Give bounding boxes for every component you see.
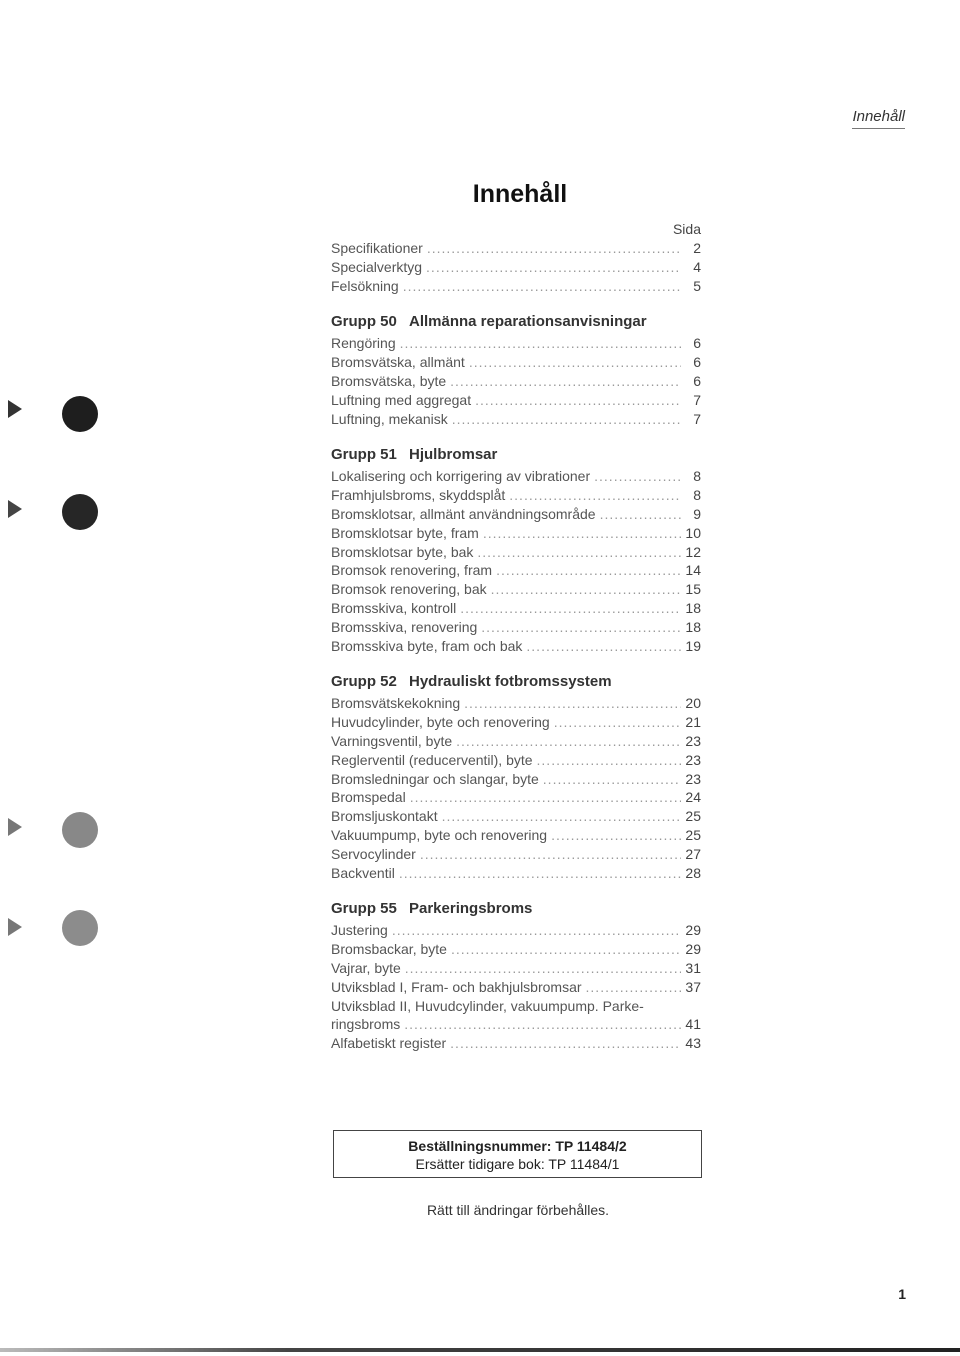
leader-dots [452, 410, 681, 429]
punch-hole-icon [62, 396, 98, 432]
toc-entry [331, 637, 701, 656]
leader-dots [600, 505, 681, 524]
group-number: Grupp 55 [331, 900, 397, 918]
toc-entry-title: Bromsljuskontakt [331, 808, 438, 825]
punch-arrow-icon [8, 818, 22, 836]
toc-entry-title: Vakuumpump, byte och renovering [331, 826, 548, 843]
toc-entry-title: Specialverktyg [331, 258, 423, 275]
leader-dots [526, 637, 681, 656]
toc-entry-page: 6 [693, 372, 701, 389]
leader-dots [450, 1034, 681, 1053]
leader-dots [477, 543, 681, 562]
replaces-note: Ersätter tidigare bok: TP 11484/1 [415, 1156, 620, 1172]
toc-entry [331, 239, 701, 258]
toc-entry [331, 978, 701, 997]
toc-entry-page: 19 [685, 637, 701, 654]
toc-entry-page: 7 [693, 410, 701, 427]
leader-dots [392, 921, 681, 940]
toc-entry-page: 18 [685, 618, 701, 635]
punch-arrow-icon [8, 500, 22, 518]
running-header: Innehåll [852, 108, 905, 129]
toc-entry-page: 5 [693, 277, 701, 294]
toc-entry-title: Felsökning [331, 277, 399, 294]
group-heading [331, 443, 701, 467]
leader-dots [405, 959, 681, 978]
toc-entry [331, 467, 701, 486]
toc-entry-page: 8 [693, 487, 701, 504]
punch-arrow-icon [8, 918, 22, 936]
toc-entry-title: Bromsklotsar byte, bak [331, 543, 474, 560]
table-of-contents [331, 221, 701, 1053]
toc-entry-title: Bromsvätska, allmänt [331, 354, 465, 371]
toc-entry-title: Bromsklotsar byte, fram [331, 524, 479, 541]
toc-entry-title: Specifikationer [331, 240, 423, 256]
intro-list [331, 239, 701, 295]
toc-entry-wrapped-line: Utviksblad II, Huvudcylinder, vakuumpump. Parke- [331, 997, 644, 1014]
leader-dots [475, 391, 681, 410]
leader-dots [426, 258, 681, 277]
leader-dots [464, 694, 681, 713]
toc-entry-page: 23 [685, 751, 701, 768]
page-column-label: Sida [672, 221, 701, 237]
toc-entry [331, 864, 701, 883]
toc-entry-title: Bromsbackar, byte [331, 941, 447, 958]
toc-entry [331, 826, 701, 845]
toc-entry-page: 27 [685, 845, 701, 862]
toc-entry-page: 14 [685, 562, 701, 579]
toc-entry [331, 618, 701, 637]
toc-entry-page: 12 [685, 543, 701, 560]
leader-dots [537, 751, 681, 770]
toc-entry-title: Bromsvätskekokning [331, 695, 461, 712]
group-name: Parkeringsbroms [409, 900, 533, 918]
toc-entry [331, 1015, 701, 1034]
toc-entry-page: 10 [685, 524, 701, 541]
group-heading [331, 310, 701, 334]
leader-dots [404, 1015, 681, 1034]
toc-entry-title: Luftning med aggregat [331, 391, 472, 408]
toc-entry-title: Bromsklotsar, allmänt användningsområde [331, 505, 596, 522]
group-name: Hjulbromsar [409, 446, 498, 464]
toc-entry-title: Reglerventil (reducerventil), byte [331, 751, 533, 768]
toc-entry [331, 410, 701, 429]
leader-dots [543, 770, 681, 789]
page-number: 1 [898, 1286, 906, 1302]
toc-entry [331, 713, 701, 732]
rights-notice: Rätt till ändringar förbehålles. [426, 1202, 610, 1218]
toc-entry [331, 334, 701, 353]
toc-entry [331, 959, 701, 978]
leader-dots [551, 826, 681, 845]
toc-entry-page: 28 [685, 864, 701, 881]
toc-entry-title: Bromsok renovering, bak [331, 581, 487, 598]
toc-entry-page: 25 [685, 826, 701, 843]
toc-entry-title: Varningsventil, byte [331, 732, 453, 749]
group-number: Grupp 51 [331, 446, 397, 464]
toc-entry [331, 751, 701, 770]
toc-entry-page: 2 [693, 240, 701, 256]
toc-entry [331, 486, 701, 505]
toc-entry-title: Huvudcylinder, byte och renovering [331, 714, 550, 731]
group-number: Grupp 50 [331, 313, 397, 331]
toc-entry [331, 258, 701, 277]
toc-entry-page: 31 [685, 959, 701, 976]
group-name: Hydrauliskt fotbromssystem [409, 673, 612, 691]
toc-entry-title: ringsbroms [331, 1016, 401, 1033]
toc-entry-title: Servocylinder [331, 845, 416, 862]
toc-entry-page: 23 [685, 770, 701, 787]
toc-entry [331, 277, 701, 296]
toc-entry [331, 807, 701, 826]
toc-entry [331, 788, 701, 807]
leader-dots [427, 239, 681, 258]
toc-entry-page: 23 [685, 732, 701, 749]
toc-entry-page: 8 [693, 468, 701, 485]
toc-entry-title: Rengöring [331, 335, 396, 352]
leader-dots [403, 277, 681, 296]
order-number-box [333, 1130, 702, 1178]
toc-entry-title: Utviksblad I, Fram- och bakhjulsbromsar [331, 978, 582, 995]
toc-entry-page: 29 [685, 941, 701, 958]
toc-entry-page: 25 [685, 808, 701, 825]
toc-entry-page: 6 [693, 354, 701, 371]
toc-entry-page: 7 [693, 391, 701, 408]
group-number: Grupp 52 [331, 673, 397, 691]
toc-entry-page: 24 [685, 789, 701, 806]
toc-entry [331, 372, 701, 391]
toc-entry-page: 41 [685, 1016, 701, 1033]
leader-dots [450, 372, 681, 391]
toc-entry-title: Luftning, mekanisk [331, 410, 448, 427]
leader-dots [483, 524, 681, 543]
toc-entry-title: Bromsvätska, byte [331, 372, 447, 389]
toc-entry [331, 524, 701, 543]
toc-entry [331, 561, 701, 580]
order-number: Beställningsnummer: TP 11484/2 [408, 1138, 627, 1154]
toc-entry-title: Bromspedal [331, 789, 406, 806]
toc-entry-page: 9 [693, 505, 701, 522]
toc-entry [331, 1034, 701, 1053]
toc-entry-title: Lokalisering och korrigering av vibrationer [331, 468, 591, 485]
toc-entry-title: Bromsskiva, renovering [331, 618, 478, 635]
toc-entry-page: 15 [685, 581, 701, 598]
toc-entry-title: Bromsok renovering, fram [331, 562, 493, 579]
leader-dots [410, 788, 681, 807]
leader-dots [469, 353, 681, 372]
leader-dots [481, 618, 681, 637]
toc-entry-page: 43 [685, 1035, 701, 1052]
toc-entry-title: Alfabetiskt register [331, 1035, 447, 1052]
punch-arrow-icon [8, 400, 22, 418]
toc-entry-title: Bromsskiva, kontroll [331, 599, 457, 616]
toc-entry [331, 391, 701, 410]
leader-dots [496, 561, 681, 580]
toc-entry-page: 20 [685, 695, 701, 712]
leader-dots [451, 940, 681, 959]
toc-entry-page: 29 [685, 922, 701, 939]
group-heading [331, 670, 701, 694]
toc-entry [331, 599, 701, 618]
toc-entry [331, 732, 701, 751]
toc-entry-page: 21 [685, 714, 701, 731]
leader-dots [460, 599, 681, 618]
toc-entry [331, 940, 701, 959]
leader-dots [594, 467, 681, 486]
toc-entry-page: 37 [685, 978, 701, 995]
leader-dots [420, 845, 681, 864]
toc-entry-title: Bromsledningar och slangar, byte [331, 770, 539, 787]
leader-dots [491, 580, 681, 599]
toc-entry [331, 543, 701, 562]
toc-entry [331, 353, 701, 372]
toc-entry [331, 580, 701, 599]
punch-hole-icon [62, 494, 98, 530]
group-heading [331, 897, 701, 921]
leader-dots [509, 486, 681, 505]
toc-entry [331, 694, 701, 713]
group-name: Allmänna reparationsanvisningar [409, 313, 647, 331]
toc-entry [331, 505, 701, 524]
punch-hole-icon [62, 812, 98, 848]
scan-edge-divider [0, 1348, 960, 1352]
leader-dots [554, 713, 681, 732]
page-title: Innehåll [472, 180, 568, 208]
leader-dots [400, 334, 681, 353]
toc-entry-page: 6 [693, 335, 701, 352]
toc-entry [331, 770, 701, 789]
toc-entry-title: Backventil [331, 864, 395, 881]
toc-entry [331, 845, 701, 864]
leader-dots [586, 978, 681, 997]
toc-entry-title: Bromsskiva byte, fram och bak [331, 637, 523, 654]
toc-entry-title: Vajrar, byte [331, 959, 401, 976]
leader-dots [399, 864, 681, 883]
leader-dots [456, 732, 681, 751]
leader-dots [442, 807, 681, 826]
toc-entry-title: Framhjulsbroms, skyddsplåt [331, 487, 506, 504]
toc-entry [331, 921, 701, 940]
punch-hole-icon [62, 910, 98, 946]
toc-entry-page: 18 [685, 599, 701, 616]
toc-entry-page: 4 [693, 258, 701, 275]
toc-entry-title: Justering [331, 922, 388, 939]
